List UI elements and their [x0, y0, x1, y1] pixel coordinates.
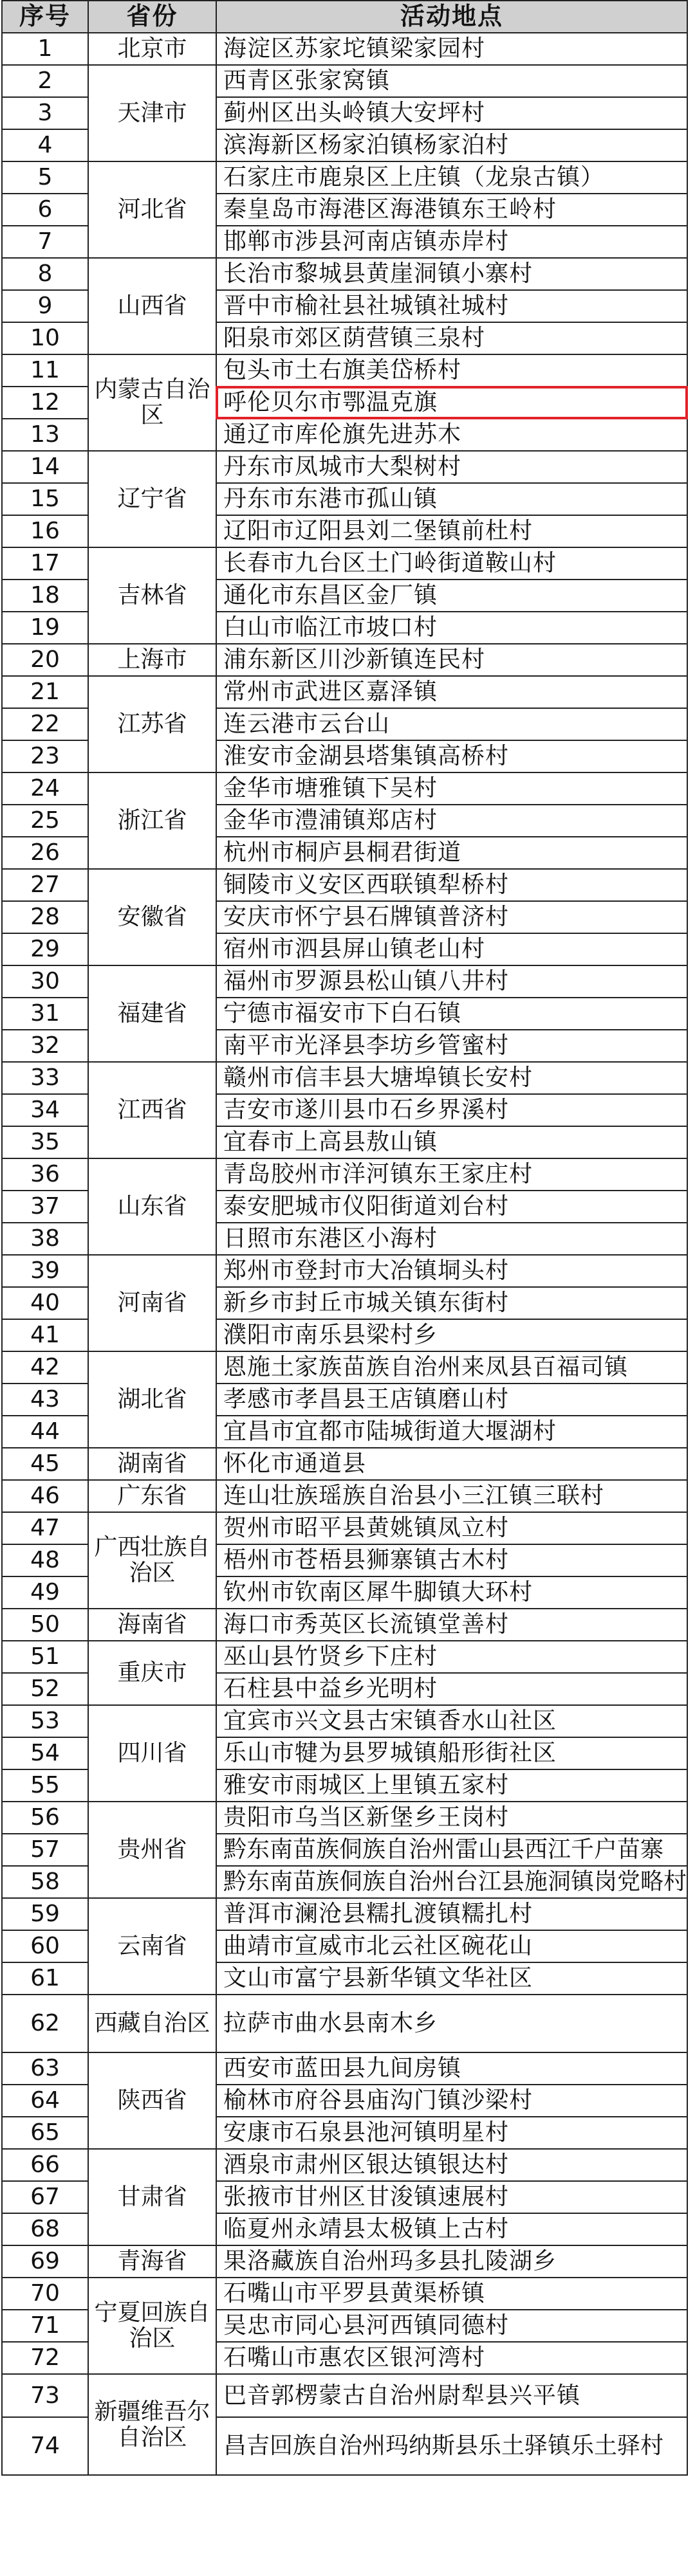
- row-number: 11: [2, 354, 88, 387]
- row-number: 66: [2, 2149, 88, 2181]
- table-row: [2, 65, 687, 97]
- table-row: [2, 2374, 687, 2417]
- province-cell: 天津市: [88, 65, 216, 161]
- location-cell: 南平市光泽县李坊乡管蜜村: [216, 1030, 687, 1062]
- row-number: 14: [2, 451, 88, 483]
- row-number: 54: [2, 1737, 88, 1769]
- location-cell: 榆林市府谷县庙沟门镇沙梁村: [216, 2085, 687, 2117]
- province-cell: 陕西省: [88, 2052, 216, 2149]
- row-number: 32: [2, 1030, 88, 1062]
- location-cell: 杭州市桐庐县桐君街道: [216, 837, 687, 869]
- row-number: 42: [2, 1351, 88, 1384]
- province-cell: 江苏省: [88, 676, 216, 772]
- province-cell: 新疆维吾尔自治区: [88, 2374, 216, 2475]
- location-cell: 阳泉市郊区荫营镇三泉村: [216, 322, 687, 354]
- row-number: 20: [2, 644, 88, 676]
- location-cell: 郑州市登封市大冶镇垌头村: [216, 1255, 687, 1287]
- row-number: 44: [2, 1416, 88, 1448]
- table-row: [2, 354, 687, 387]
- province-cell: 辽宁省: [88, 451, 216, 547]
- province-cell: 安徽省: [88, 869, 216, 965]
- location-cell: 长春市九台区土门岭街道鞍山村: [216, 547, 687, 580]
- row-number: 27: [2, 869, 88, 901]
- header-location: 活动地点: [216, 1, 687, 33]
- row-number: 30: [2, 965, 88, 998]
- location-cell: 日照市东港区小海村: [216, 1223, 687, 1255]
- row-number: 8: [2, 258, 88, 290]
- row-number: 67: [2, 2181, 88, 2213]
- row-number: 55: [2, 1769, 88, 1802]
- table-row: [2, 2245, 687, 2278]
- row-number: 28: [2, 901, 88, 933]
- row-number: 65: [2, 2117, 88, 2149]
- location-cell: 怀化市通道县: [216, 1448, 687, 1480]
- location-cell: 西青区张家窝镇: [216, 65, 687, 97]
- location-cell: 海淀区苏家坨镇梁家园村: [216, 33, 687, 65]
- row-number: 2: [2, 65, 88, 97]
- table-row: [2, 1480, 687, 1512]
- row-number: 70: [2, 2278, 88, 2310]
- location-cell: 淮安市金湖县塔集镇高桥村: [216, 740, 687, 772]
- table-row: [2, 1158, 687, 1191]
- row-number: 64: [2, 2085, 88, 2117]
- row-number: 48: [2, 1544, 88, 1576]
- location-cell: 安庆市怀宁县石牌镇普济村: [216, 901, 687, 933]
- location-cell: 黔东南苗族侗族自治州台江县施洞镇岗党略村: [216, 1866, 687, 1898]
- row-number: 43: [2, 1384, 88, 1416]
- location-cell: 宁德市福安市下白石镇: [216, 998, 687, 1030]
- province-cell: 内蒙古自治区: [88, 354, 216, 451]
- row-number: 33: [2, 1062, 88, 1094]
- row-number: 59: [2, 1898, 88, 1930]
- province-cell: 西藏自治区: [88, 1995, 216, 2052]
- highlighted-location-cell: 呼伦贝尔市鄂温克旗: [216, 387, 687, 419]
- row-number: 62: [2, 1995, 88, 2052]
- row-number: 22: [2, 708, 88, 740]
- location-cell: 西安市蓝田县九间房镇: [216, 2052, 687, 2085]
- location-cell: 巴音郭楞蒙古自治州尉犁县兴平镇: [216, 2374, 687, 2417]
- province-cell: 河北省: [88, 161, 216, 258]
- province-cell: 重庆市: [88, 1641, 216, 1705]
- location-cell: 石柱县中益乡光明村: [216, 1673, 687, 1705]
- location-cell: 邯郸市涉县河南店镇赤岸村: [216, 226, 687, 258]
- province-cell: 湖北省: [88, 1351, 216, 1448]
- table-row: [2, 644, 687, 676]
- row-number: 57: [2, 1834, 88, 1866]
- province-cell: 上海市: [88, 644, 216, 676]
- province-cell: 福建省: [88, 965, 216, 1062]
- location-cell: 宿州市泗县屏山镇老山村: [216, 933, 687, 965]
- location-cell: 乐山市犍为县罗城镇船形街社区: [216, 1737, 687, 1769]
- location-cell: 钦州市钦南区犀牛脚镇大环村: [216, 1576, 687, 1609]
- location-cell: 濮阳市南乐县梁村乡: [216, 1319, 687, 1351]
- row-number: 68: [2, 2213, 88, 2245]
- row-number: 56: [2, 1802, 88, 1834]
- row-number: 5: [2, 161, 88, 194]
- row-number: 52: [2, 1673, 88, 1705]
- header-no: 序号: [2, 1, 88, 33]
- location-cell: 丹东市东港市孤山镇: [216, 483, 687, 515]
- location-cell: 贵阳市乌当区新堡乡王岗村: [216, 1802, 687, 1834]
- row-number: 4: [2, 129, 88, 161]
- province-cell: 吉林省: [88, 547, 216, 644]
- table-row: [2, 2052, 687, 2085]
- table-row: [2, 1448, 687, 1480]
- location-cell: 辽阳市辽阳县刘二堡镇前杜村: [216, 515, 687, 547]
- table-row: [2, 1255, 687, 1287]
- location-cell: 泰安肥城市仪阳街道刘台村: [216, 1191, 687, 1223]
- location-cell: 文山市富宁县新华镇文华社区: [216, 1962, 687, 1995]
- location-cell: 贺州市昭平县黄姚镇凤立村: [216, 1512, 687, 1544]
- location-cell: 丹东市凤城市大梨树村: [216, 451, 687, 483]
- location-cell: 雅安市雨城区上里镇五家村: [216, 1769, 687, 1802]
- location-cell: 曲靖市宣威市北云社区碗花山: [216, 1930, 687, 1962]
- location-cell: 赣州市信丰县大塘埠镇长安村: [216, 1062, 687, 1094]
- row-number: 41: [2, 1319, 88, 1351]
- table-row: [2, 965, 687, 998]
- location-cell: 孝感市孝昌县王店镇磨山村: [216, 1384, 687, 1416]
- row-number: 72: [2, 2342, 88, 2374]
- location-cell: 青岛胶州市洋河镇东王家庄村: [216, 1158, 687, 1191]
- province-cell: 河南省: [88, 1255, 216, 1351]
- row-number: 6: [2, 194, 88, 226]
- location-cell: 果洛藏族自治州玛多县扎陵湖乡: [216, 2245, 687, 2278]
- location-cell: 连山壮族瑶族自治县小三江镇三联村: [216, 1480, 687, 1512]
- province-cell: 海南省: [88, 1609, 216, 1641]
- row-number: 10: [2, 322, 88, 354]
- province-cell: 宁夏回族自治区: [88, 2278, 216, 2374]
- table-row: [2, 258, 687, 290]
- location-cell: 常州市武进区嘉泽镇: [216, 676, 687, 708]
- row-number: 45: [2, 1448, 88, 1480]
- row-number: 51: [2, 1641, 88, 1673]
- location-cell: 蓟州区出头岭镇大安坪村: [216, 97, 687, 129]
- table-row: [2, 1898, 687, 1930]
- location-cell: 铜陵市义安区西联镇犁桥村: [216, 869, 687, 901]
- row-number: 37: [2, 1191, 88, 1223]
- location-cell: 石嘴山市惠农区银河湾村: [216, 2342, 687, 2374]
- location-cell: 宜昌市宜都市陆城街道大堰湖村: [216, 1416, 687, 1448]
- table-row: [2, 772, 687, 805]
- row-number: 17: [2, 547, 88, 580]
- row-number: 23: [2, 740, 88, 772]
- row-number: 38: [2, 1223, 88, 1255]
- location-cell: 福州市罗源县松山镇八井村: [216, 965, 687, 998]
- location-cell: 新乡市封丘市城关镇东街村: [216, 1287, 687, 1319]
- row-number: 50: [2, 1609, 88, 1641]
- province-cell: 广东省: [88, 1480, 216, 1512]
- row-number: 58: [2, 1866, 88, 1898]
- row-number: 47: [2, 1512, 88, 1544]
- row-number: 61: [2, 1962, 88, 1995]
- row-number: 69: [2, 2245, 88, 2278]
- row-number: 49: [2, 1576, 88, 1609]
- province-cell: 甘肃省: [88, 2149, 216, 2245]
- province-cell: 江西省: [88, 1062, 216, 1158]
- location-cell: 黔东南苗族侗族自治州雷山县西江千户苗寨: [216, 1834, 687, 1866]
- row-number: 24: [2, 772, 88, 805]
- table-row: [2, 1641, 687, 1673]
- row-number: 18: [2, 580, 88, 612]
- table-row: [2, 1995, 687, 2052]
- row-number: 53: [2, 1705, 88, 1737]
- table-row: [2, 33, 687, 65]
- row-number: 36: [2, 1158, 88, 1191]
- location-cell: 巫山县竹贤乡下庄村: [216, 1641, 687, 1673]
- location-cell: 宜春市上高县敖山镇: [216, 1126, 687, 1158]
- row-number: 40: [2, 1287, 88, 1319]
- location-cell: 临夏州永靖县太极镇上古村: [216, 2213, 687, 2245]
- location-cell: 包头市土右旗美岱桥村: [216, 354, 687, 387]
- header-row: [2, 1, 687, 33]
- row-number: 35: [2, 1126, 88, 1158]
- location-cell: 普洱市澜沧县糯扎渡镇糯扎村: [216, 1898, 687, 1930]
- table-row: [2, 1062, 687, 1094]
- province-cell: 山东省: [88, 1158, 216, 1255]
- location-cell: 拉萨市曲水县南木乡: [216, 1995, 687, 2052]
- location-cell: 连云港市云台山: [216, 708, 687, 740]
- province-cell: 湖南省: [88, 1448, 216, 1480]
- province-cell: 云南省: [88, 1898, 216, 1995]
- location-cell: 吴忠市同心县河西镇同德村: [216, 2310, 687, 2342]
- row-number: 19: [2, 612, 88, 644]
- header-province: 省份: [88, 1, 216, 33]
- location-cell: 石嘴山市平罗县黄渠桥镇: [216, 2278, 687, 2310]
- location-cell: 长治市黎城县黄崖洞镇小寨村: [216, 258, 687, 290]
- table-row: [2, 451, 687, 483]
- row-number: 71: [2, 2310, 88, 2342]
- location-cell: 宜宾市兴文县古宋镇香水山社区: [216, 1705, 687, 1737]
- location-cell: 晋中市榆社县社城镇社城村: [216, 290, 687, 322]
- province-cell: 贵州省: [88, 1802, 216, 1898]
- table-row: [2, 1609, 687, 1641]
- row-number: 74: [2, 2417, 88, 2475]
- row-number: 3: [2, 97, 88, 129]
- province-cell: 广西壮族自治区: [88, 1512, 216, 1609]
- table-row: [2, 1705, 687, 1737]
- activity-locations-table: [1, 0, 688, 2476]
- row-number: 34: [2, 1094, 88, 1126]
- row-number: 25: [2, 805, 88, 837]
- location-cell: 海口市秀英区长流镇堂善村: [216, 1609, 687, 1641]
- location-cell: 安康市石泉县池河镇明星村: [216, 2117, 687, 2149]
- table-row: [2, 161, 687, 194]
- table-row: [2, 547, 687, 580]
- province-cell: 浙江省: [88, 772, 216, 869]
- location-cell: 酒泉市肃州区银达镇银达村: [216, 2149, 687, 2181]
- province-cell: 北京市: [88, 33, 216, 65]
- row-number: 39: [2, 1255, 88, 1287]
- location-cell: 滨海新区杨家泊镇杨家泊村: [216, 129, 687, 161]
- location-cell: 梧州市苍梧县狮寨镇古木村: [216, 1544, 687, 1576]
- table-row: [2, 1512, 687, 1544]
- location-cell: 金华市澧浦镇郑店村: [216, 805, 687, 837]
- province-cell: 四川省: [88, 1705, 216, 1802]
- row-number: 60: [2, 1930, 88, 1962]
- location-cell: 金华市塘雅镇下吴村: [216, 772, 687, 805]
- location-cell: 通辽市库伦旗先进苏木: [216, 419, 687, 451]
- table-row: [2, 1802, 687, 1834]
- row-number: 15: [2, 483, 88, 515]
- row-number: 26: [2, 837, 88, 869]
- location-cell: 秦皇岛市海港区海港镇东王岭村: [216, 194, 687, 226]
- location-cell: 通化市东昌区金厂镇: [216, 580, 687, 612]
- province-cell: 山西省: [88, 258, 216, 354]
- row-number: 73: [2, 2374, 88, 2417]
- location-cell: 白山市临江市坡口村: [216, 612, 687, 644]
- row-number: 31: [2, 998, 88, 1030]
- table-row: [2, 2149, 687, 2181]
- table-body: [2, 33, 687, 2475]
- row-number: 29: [2, 933, 88, 965]
- row-number: 21: [2, 676, 88, 708]
- row-number: 12: [2, 387, 88, 419]
- table-row: [2, 869, 687, 901]
- row-number: 7: [2, 226, 88, 258]
- table-row: [2, 676, 687, 708]
- table-row: [2, 2278, 687, 2310]
- row-number: 63: [2, 2052, 88, 2085]
- location-cell: 恩施土家族苗族自治州来凤县百福司镇: [216, 1351, 687, 1384]
- province-cell: 青海省: [88, 2245, 216, 2278]
- table-row: [2, 1351, 687, 1384]
- row-number: 13: [2, 419, 88, 451]
- location-cell: 石家庄市鹿泉区上庄镇（龙泉古镇）: [216, 161, 687, 194]
- row-number: 9: [2, 290, 88, 322]
- row-number: 16: [2, 515, 88, 547]
- row-number: 46: [2, 1480, 88, 1512]
- location-cell: 吉安市遂川县巾石乡界溪村: [216, 1094, 687, 1126]
- location-cell: 昌吉回族自治州玛纳斯县乐土驿镇乐土驿村: [216, 2417, 687, 2475]
- location-cell: 浦东新区川沙新镇连民村: [216, 644, 687, 676]
- location-cell: 张掖市甘州区甘浚镇速展村: [216, 2181, 687, 2213]
- row-number: 1: [2, 33, 88, 65]
